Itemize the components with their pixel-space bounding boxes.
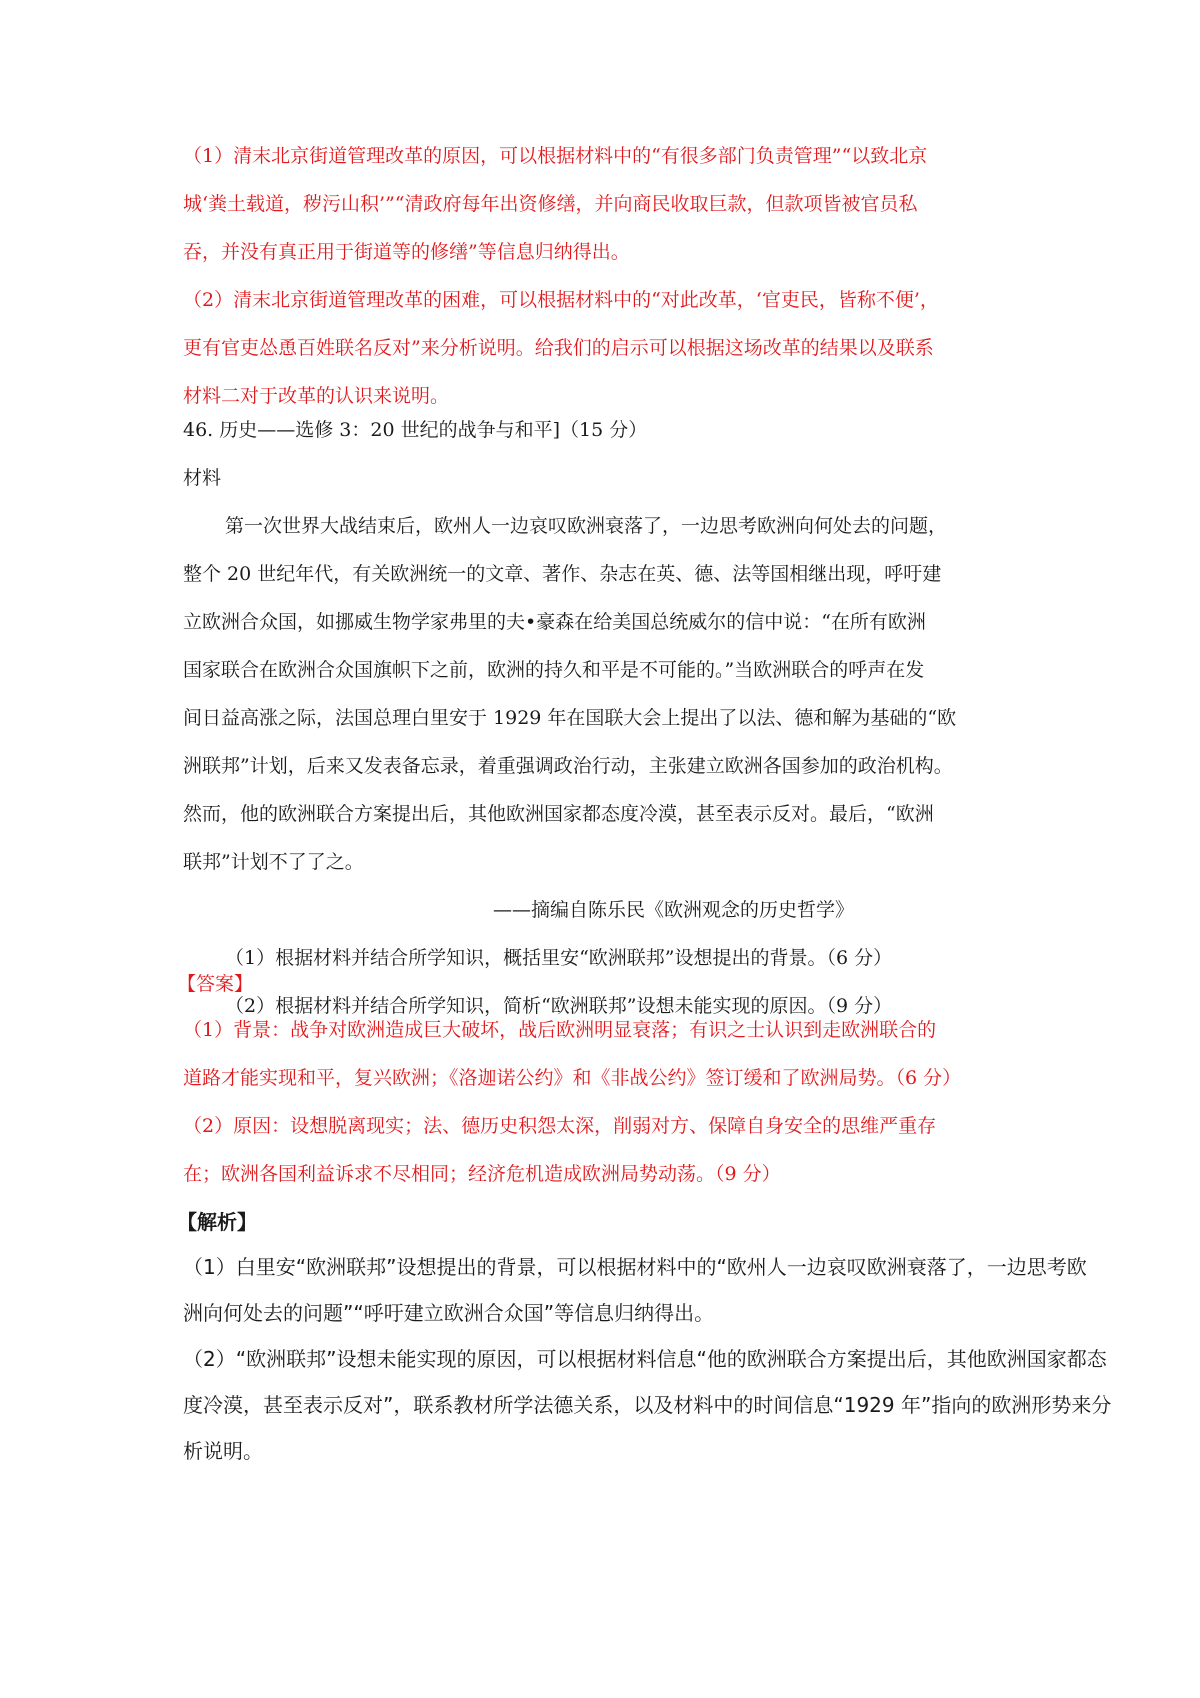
analysis-1-line: 洲向何处去的问题”“呼吁建立欧洲合众国”等信息归纳得出。	[183, 1301, 715, 1325]
prev-analysis-p2-line: 更有官吏怂恿百姓联名反对”来分析说明。给我们的启示可以根据这场改革的结果以及联系	[183, 337, 934, 359]
analysis-2-line: 析说明。	[183, 1439, 263, 1463]
answer-1-line: 道路才能实现和平，复兴欧洲；《洛迦诺公约》和《非战公约》签订缓和了欧洲局势。（6 分）	[183, 1067, 962, 1089]
answer-label: 【答案】	[177, 973, 254, 995]
analysis-2-line: （2）“欧洲联邦”设想未能实现的原因，可以根据材料信息“他的欧洲联合方案提出后，其他欧洲国家都态	[183, 1347, 1107, 1371]
material-source: ——摘编自陈乐民《欧洲观念的历史哲学》	[493, 899, 855, 921]
material-line: 然而，他的欧洲联合方案提出后，其他欧洲国家都态度冷漠，甚至表示反对。最后，“欧洲	[183, 803, 934, 825]
question-title: 46. 历史——选修 3：20 世纪的战争与和平]（15 分）	[183, 419, 648, 441]
answer-section	[177, 962, 1023, 1198]
analysis-1-line: （1）白里安“欧洲联邦”设想提出的背景，可以根据材料中的“欧州人一边哀叹欧洲衰落了，一边思考欧	[183, 1255, 1087, 1279]
sub-question-2: （2）根据材料并结合所学知识，简析“欧洲联邦”设想未能实现的原因。（9 分）	[225, 995, 893, 1017]
material-line: 洲联邦”计划，后来又发表备忘录，着重强调政治行动，主张建立欧洲各国参加的政治机构。	[183, 755, 953, 777]
prev-analysis-p2-line: （2）清末北京街道管理改革的困难，可以根据材料中的“对此改革，‘官吏民，皆称不便’，	[183, 289, 939, 311]
question-46	[183, 406, 1023, 1030]
prev-analysis-p1-line: 城‘粪土载道，秽污山积’”“清政府每年出资修缮，并向商民收取巨款，但款项皆被官员私	[183, 193, 918, 215]
answer-2-line: （2）原因：设想脱离现实；法、德历史积怨太深，削弱对方、保障自身安全的思维严重存	[183, 1115, 937, 1137]
material-label: 材料	[183, 467, 222, 489]
material-line: 第一次世界大战结束后，欧州人一边哀叹欧洲衰落了，一边思考欧洲向何处去的问题，	[225, 515, 948, 537]
analysis-2-line: 度冷漠，甚至表示反对”，联系教材所学法德关系，以及材料中的时间信息“1929 年”指向的欧洲形势来分	[183, 1393, 1112, 1417]
answer-1-line: （1）背景：战争对欧洲造成巨大破坏，战后欧洲明显衰落；有识之士认识到走欧洲联合的	[183, 1019, 937, 1041]
analysis-label: 【解析】	[177, 1210, 257, 1234]
material-line: 立欧洲合众国，如挪威生物学家弗里的夫•豪森在给美国总统威尔的信中说：“在所有欧洲	[183, 611, 926, 633]
answer-2-line: 在；欧洲各国利益诉求不尽相同；经济危机造成欧洲局势动荡。（9 分）	[183, 1163, 781, 1185]
sub-question-1: （1）根据材料并结合所学知识，概括里安“欧洲联邦”设想提出的背景。（6 分）	[225, 947, 893, 969]
prev-analysis-p1-line: （1）清末北京街道管理改革的原因，可以根据材料中的“有很多部门负责管理”“以致北京	[183, 145, 928, 167]
analysis-section	[177, 1200, 1112, 1474]
material-line: 整个 20 世纪年代，有关欧洲统一的文章、著作、杂志在英、德、法等国相继出现，呼吁建	[183, 563, 942, 585]
material-line: 联邦”计划不了了之。	[183, 851, 364, 873]
material-line: 间日益高涨之际，法国总理白里安于 1929 年在国联大会上提出了以法、德和解为基础的“欧	[183, 707, 957, 729]
material-line: 国家联合在欧洲合众国旗帜下之前，欧洲的持久和平是不可能的。”当欧洲联合的呼声在发	[183, 659, 925, 681]
prev-analysis-p2-line: 材料二对于改革的认识来说明。	[183, 385, 450, 407]
prev-analysis-p1-line: 吞，并没有真正用于街道等的修缮”等信息归纳得出。	[183, 241, 630, 263]
prev-analysis	[183, 132, 1023, 420]
